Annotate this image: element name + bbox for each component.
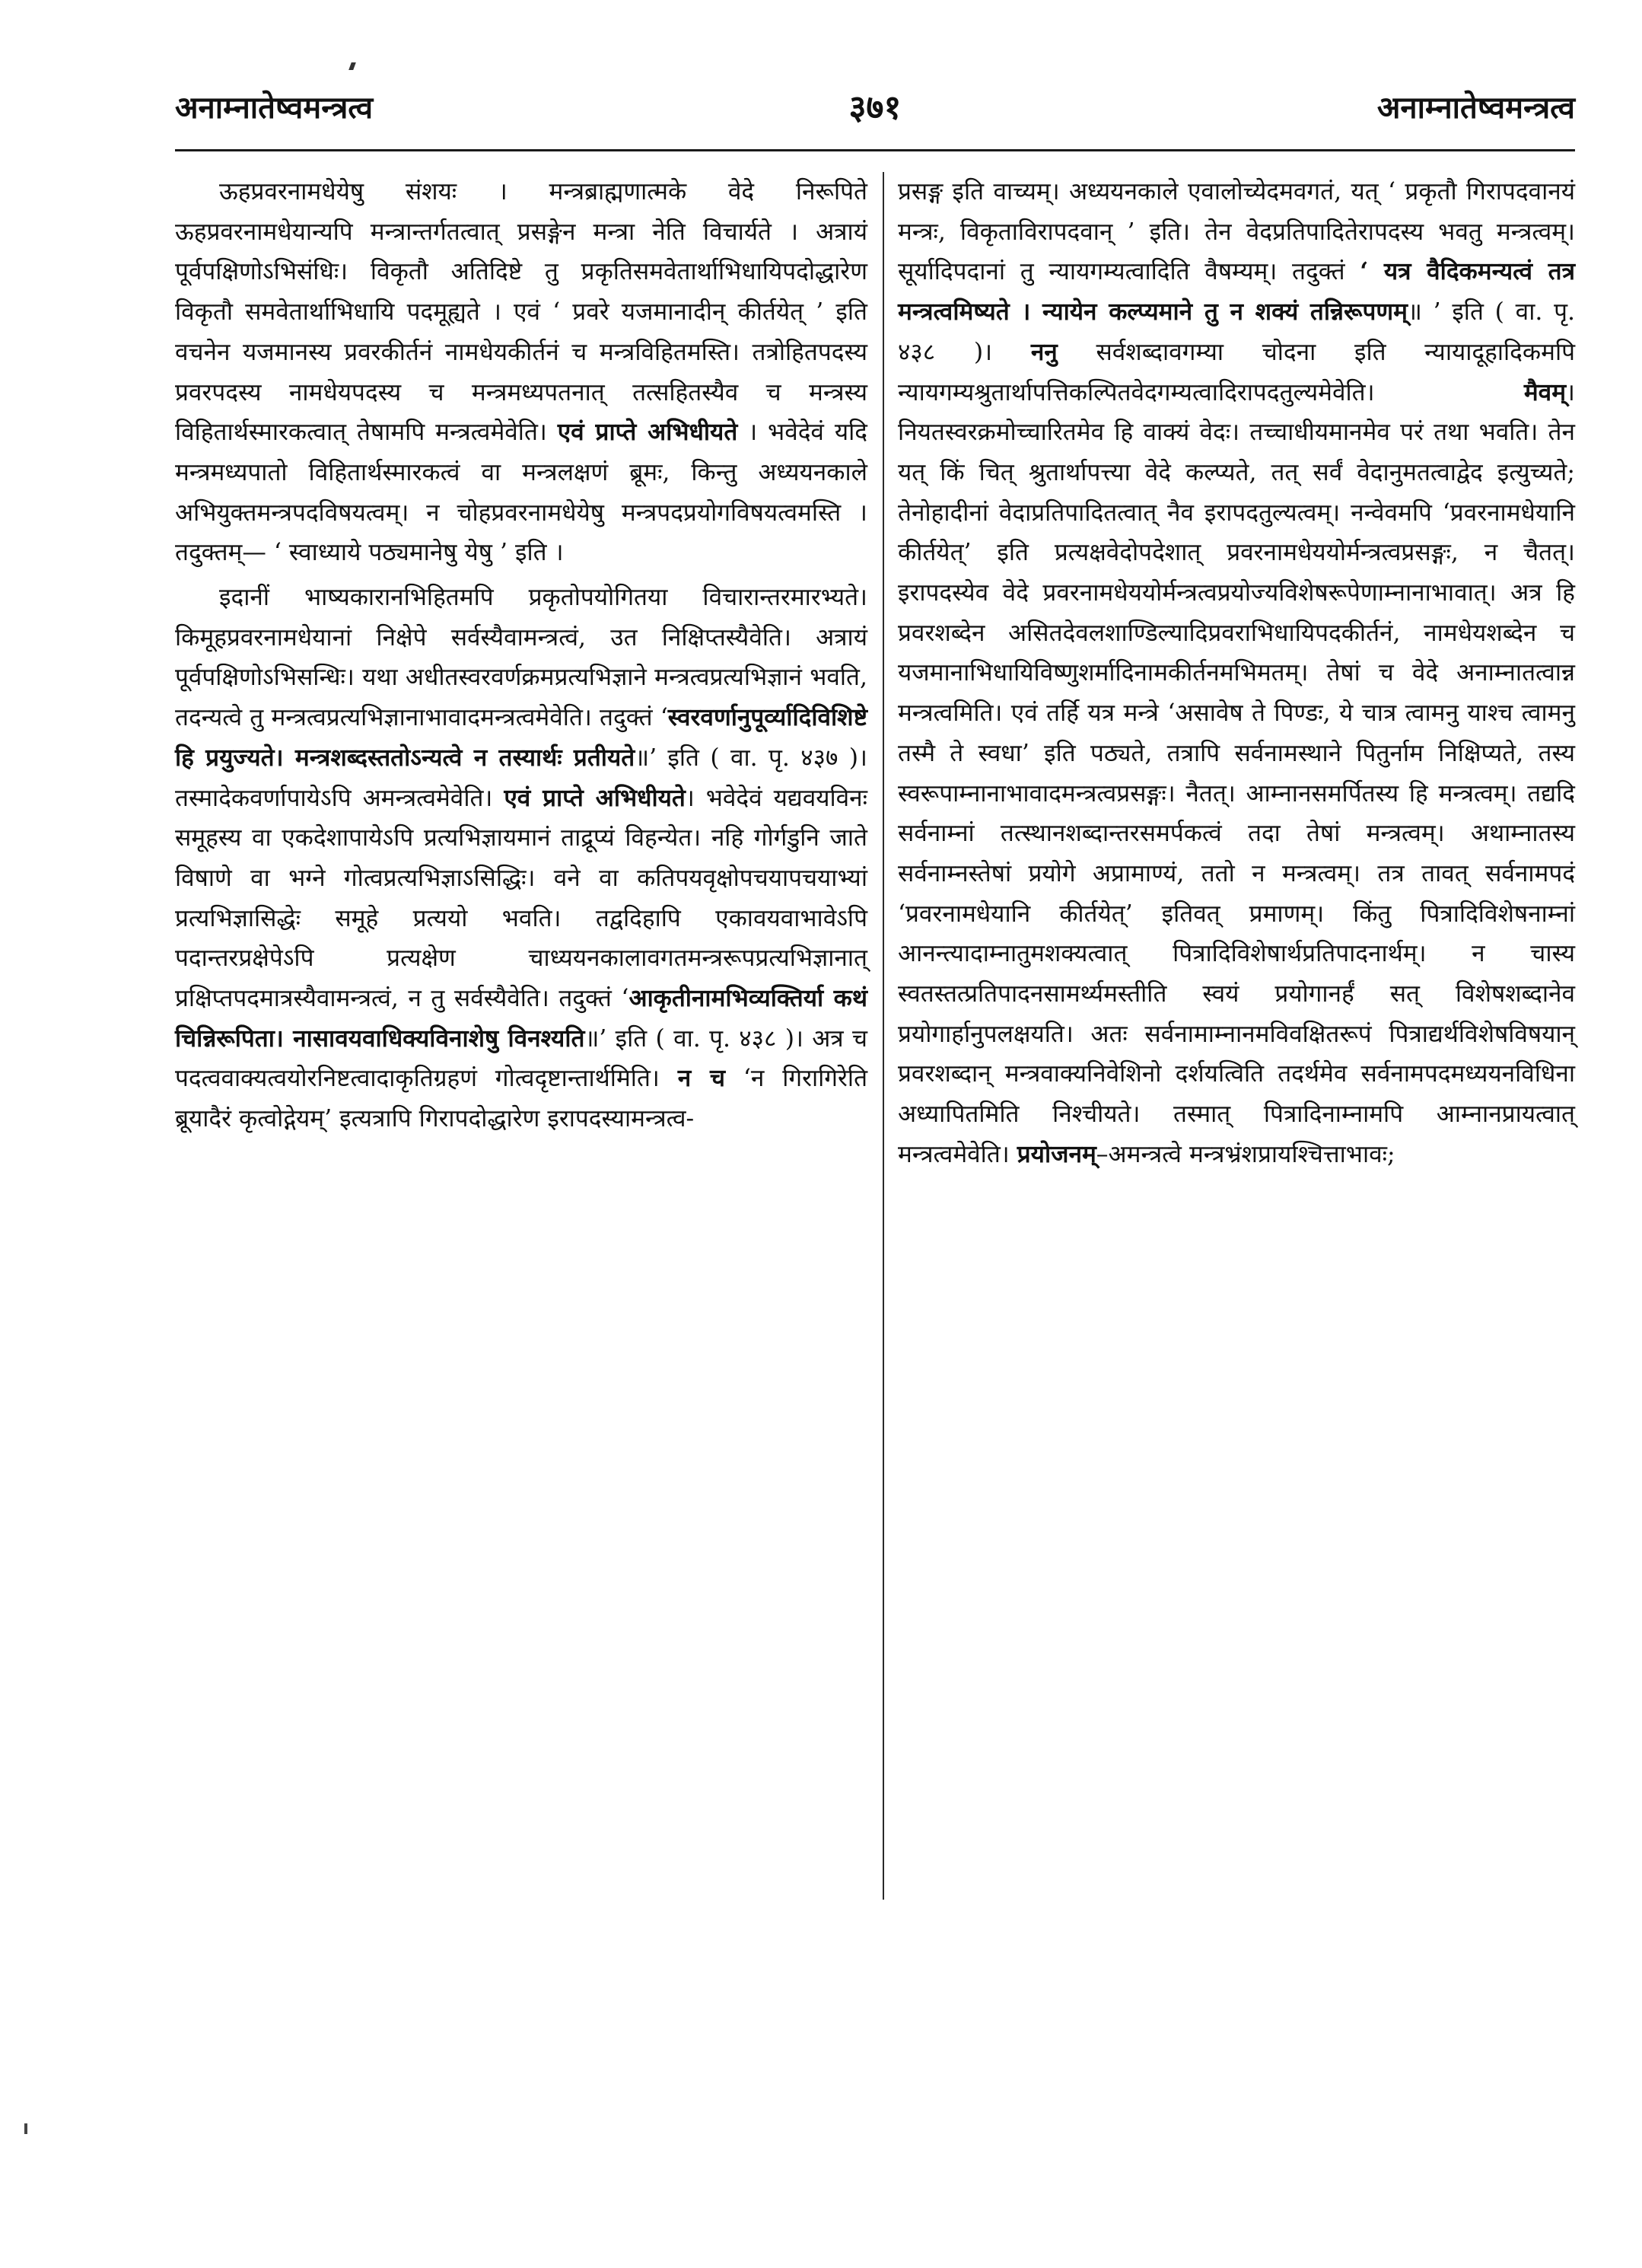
text: । भवेदेवं यद्यवयविनः समूहस्य वा एकदेशापायेऽपि प्रत्यभिज्ञायमानं ताद्रूप्यं विहन्येत। नहि गोर्गडुनि जाते विषाणे वा भग्ने गोत्वप्रत्यभिज्ञाऽसिद्धिः। वने वा कतिपयवृक्षोपचयापचयाभ्यां प्रत्यभिज्ञासिद्धेः समूहे प्रत्ययो भवति। तद्वदिहापि एकावयवाभावेऽपि पदान्तरप्रक्षेपेऽपि प्रत्यक्षेण चाध्ययनकालावगतमन्त्ररूपप्रत्यभिज्ञानात् प्रक्षिप्तपदमात्रस्यैवामन्त्रत्वं, न तु सर्वस्यैवेति। तदुक्तं ‘ [175, 784, 868, 1013]
header-rule [175, 149, 1575, 151]
text: । भवेदेवं यदि मन्त्रमध्यपातो विहितार्थस्मारकत्वं वा मन्त्रलक्षणं ब्रूमः, किन्तु अध्ययनकाले अभियुक्तमन्त्रपदविषयत्वम्। न चोहप्रवरनामधेयेषु मन्त्रपदप्रयोगविषयत्वमस्ति । तदुक्तम्— ‘ स्वाध्याये पठ्यमानेषु येषु ’ इति । [175, 419, 868, 567]
bold-quote: आकृतीनामभिव्यक्तिर्या कथं चिन्निरूपिता। नासावयवाधिक्यविनाशेषु विनश्यति [175, 984, 868, 1053]
bold-phrase: न च [677, 1064, 725, 1093]
right-column [898, 172, 1575, 1175]
column-divider [883, 172, 884, 1900]
bold-phrase: मैवम् [1523, 377, 1567, 406]
bold-phrase: ननु [1030, 337, 1058, 366]
text: इदानीं भाष्यकारानभिहितमपि प्रकृतोपयोगितया विचारान्तरमारभ्यते। किमूहप्रवरनामधेयानां निक्षेपे सर्वस्यैवामन्त्रत्वं, उत निक्षिप्तस्यैवेति। अत्रायं पूर्वपक्षिणोऽभिसन्धिः। यथा अधीतस्वरवर्णक्रमप्रत्यभिज्ञाने मन्त्रत्वप्रत्यभिज्ञानं भवति, तदन्यत्वे तु मन्त्रत्वप्रत्यभिज्ञानाभावादमन्त्रत्वमेवेति। तदुक्तं ‘ [175, 584, 867, 732]
left-column [175, 172, 867, 1139]
text: प्रसङ्ग इति वाच्यम्। अध्ययनकाले एवालोच्येदमवगतं, यत् ‘ प्रकृतौ गिरापदवानयं मन्त्रः, विकृताविरापदवान् ’ इति। तेन वेदप्रतिपादितेरापदस्य भवतु मन्त्रत्वम्। सूर्यादिपदानां तु न्यायगम्यत्वादिति वैषम्यम्। तदुक्तं [898, 178, 1575, 286]
margin-mark [348, 62, 356, 70]
page-header [175, 85, 1575, 139]
bold-quote: स्वरवर्णानुपूर्व्यादिविशिष्टे हि प्रयुज्यते। मन्त्रशब्दस्ततोऽन्यत्वे न तस्यार्थः प्रतीयते [175, 703, 867, 772]
left-paragraph-1 [175, 172, 867, 573]
text: ॥ ’ इति ( वा. पृ. ४३८ )। [898, 298, 1576, 366]
running-head-right: अनाम्नातेष्वमन्त्रत्व [1376, 90, 1575, 126]
left-paragraph-2 [175, 578, 867, 1139]
text: ॥’ इति ( वा. पृ. ४३७ )। तस्मादेकवर्णापायेऽपि अमन्त्रत्वमेवेति। [175, 744, 867, 812]
bold-phrase: एवं प्राप्ते अभिधीयते [504, 783, 686, 812]
text: –अमन्त्रत्वे मन्त्रभ्रंशप्रायश्चित्ताभावः; [1096, 1140, 1395, 1168]
bold-quote: ‘ यत्र वैदिकमन्यत्वं तत्र मन्त्रत्वमिष्यते । न्यायेन कल्प्यमाने तु न शक्यं तन्निरूपणम् [898, 257, 1575, 327]
right-paragraph-1 [898, 172, 1575, 1175]
text: ऊहप्रवरनामधेयेषु संशयः । मन्त्रब्राह्मणात्मके वेदे निरूपिते ऊहप्रवरनामधेयान्यपि मन्त्रान्तर्गतत्वात् प्रसङ्गेन मन्त्रा नेति विचार्यते । अत्रायं पूर्वपक्षिणोऽभिसंधिः। विकृतौ अतिदिष्टे तु प्रकृतिसमवेतार्थाभिधायिपदोद्धारेण विकृतौ समवेतार्थाभिधायि पदमूह्यते । एवं ‘ प्रवरे यजमानादीन् कीर्तयेत् ’ इति वचनेन यजमानस्य प्रवरकीर्तनं नामधेयकीर्तनं च मन्त्रविहितमस्ति। तत्रोहितपदस्य प्रवरपदस्य नामधेयपदस्य च मन्त्रमध्यपतनात् तत्सहितस्यैव च मन्त्रस्य विहितार्थस्मारकत्वात् तेषामपि मन्त्रत्वमेवेति। [175, 178, 867, 447]
running-head-left: अनाम्नातेष्वमन्त्रत्व [175, 90, 374, 126]
margin-mark [24, 2123, 27, 2134]
text: । नियतस्वरक्रमोच्चारितमेव हि वाक्यं वेदः। तच्चाधीयमानमेव परं तथा भवति। तेन यत् किं चित् श्रुतार्थापत्त्या वेदे कल्प्यते, तत् सर्वं वेदानुमतत्वाद्वेद इत्युच्यते; तेनोहादीनां वेदाप्रतिपादितत्वात् नैव इरापदतुल्यत्वम्। नन्वेवमपि ‘प्रवरनामधेयानि कीर्तयेत्’ इति प्रत्यक्षवेदोपदेशात् प्रवरनामधेययोर्मन्त्रत्वप्रसङ्गः, न चैतत्। इरापदस्येव वेदे प्रवरनामधेययोर्मन्त्रत्वप्रयोज्यविशेषरूपेणाम्नानाभावात्। अत्र हि प्रवरशब्देन असितदेवलशाण्डिल्यादिप्रवराभिधायिपदकीर्तनं, नामधेयशब्देन च यजमानाभिधायिविष्णुशर्मादिनामकीर्तनमभिमतम्। तेषां च वेदे अनाम्नातत्वान्न मन्त्रत्वमिति। एवं तर्हि यत्र मन्त्रे ‘असावेष ते पिण्डः, ये चात्र त्वामनु याश्च त्वामनु तस्मै ते स्वधा’ इति पठ्यते, तत्रापि सर्वनामस्थाने पितुर्नाम निक्षिप्यते, तस्य स्वरूपाम्नानाभावादमन्त्रत्वप्रसङ्गः। नैतत्। आम्नानसमर्पितस्य हि मन्त्रत्वम्। तद्यदि सर्वनाम्नां तत्स्थानशब्दान्तरसमर्पकत्वं तदा तेषां मन्त्रत्वम्। अथाम्नातस्य सर्वनाम्नस्तेषां प्रयोगे अप्रामाण्यं, ततो न मन्त्रत्वम्। तत्र तावत् सर्वनामपदं ‘प्रवरनामधेयानि कीर्तयेत्’ इतिवत् प्रमाणम्। किंतु पित्रादिविशेषनाम्नां आनन्त्यादाम्नातुमशक्यत्वात् पित्रादिविशेषार्थप्रतिपादनार्थम्। न चास्य स्वतस्तत्प्रतिपादनसामर्थ्यमस्तीति स्वयं प्रयोगानर्हं सत् विशेषशब्दानेव प्रयोगार्हानुपलक्षयति। अतः सर्वनामाम्नानमविवक्षितरूपं पित्राद्यर्थविशेषविषयान् प्रवरशब्दान् मन्त्रवाक्यनिवेशिनो दर्शयत्विति तदर्थमेव सर्वनामपदमध्ययनविधिना अध्यापितमिति निश्चीयते। तस्मात् पित्रादिनाम्नामपि आम्नानप्रायत्वात् मन्त्रत्वमेवेति। [898, 378, 1575, 1168]
bold-phrase: प्रयोजनम् [1017, 1139, 1096, 1168]
text: ‘न गिरागिरेति ब्रूयादैरं कृत्वोद्गेयम्’ इत्यत्रापि गिरापदोद्धारेण इरापदस्यामन्त्रत्व- [175, 1065, 868, 1133]
page-number: ३७१ [848, 88, 902, 127]
bold-phrase: एवं प्राप्ते अभिधीयते [557, 418, 738, 447]
text: सर्वशब्दावगम्या चोदना इति न्यायादूहादिकमपि न्यायगम्यश्रुतार्थापत्तिकल्पितवेदगम्यत्वादिरापदतुल्यमेवेति। [898, 338, 1575, 406]
text: ॥’ इति ( वा. पृ. ४३८ )। अत्र च पदत्ववाक्यत्वयोरनिष्टत्वादाकृतिग्रहणं गोत्वदृष्टान्तार्थमिति। [175, 1024, 867, 1093]
